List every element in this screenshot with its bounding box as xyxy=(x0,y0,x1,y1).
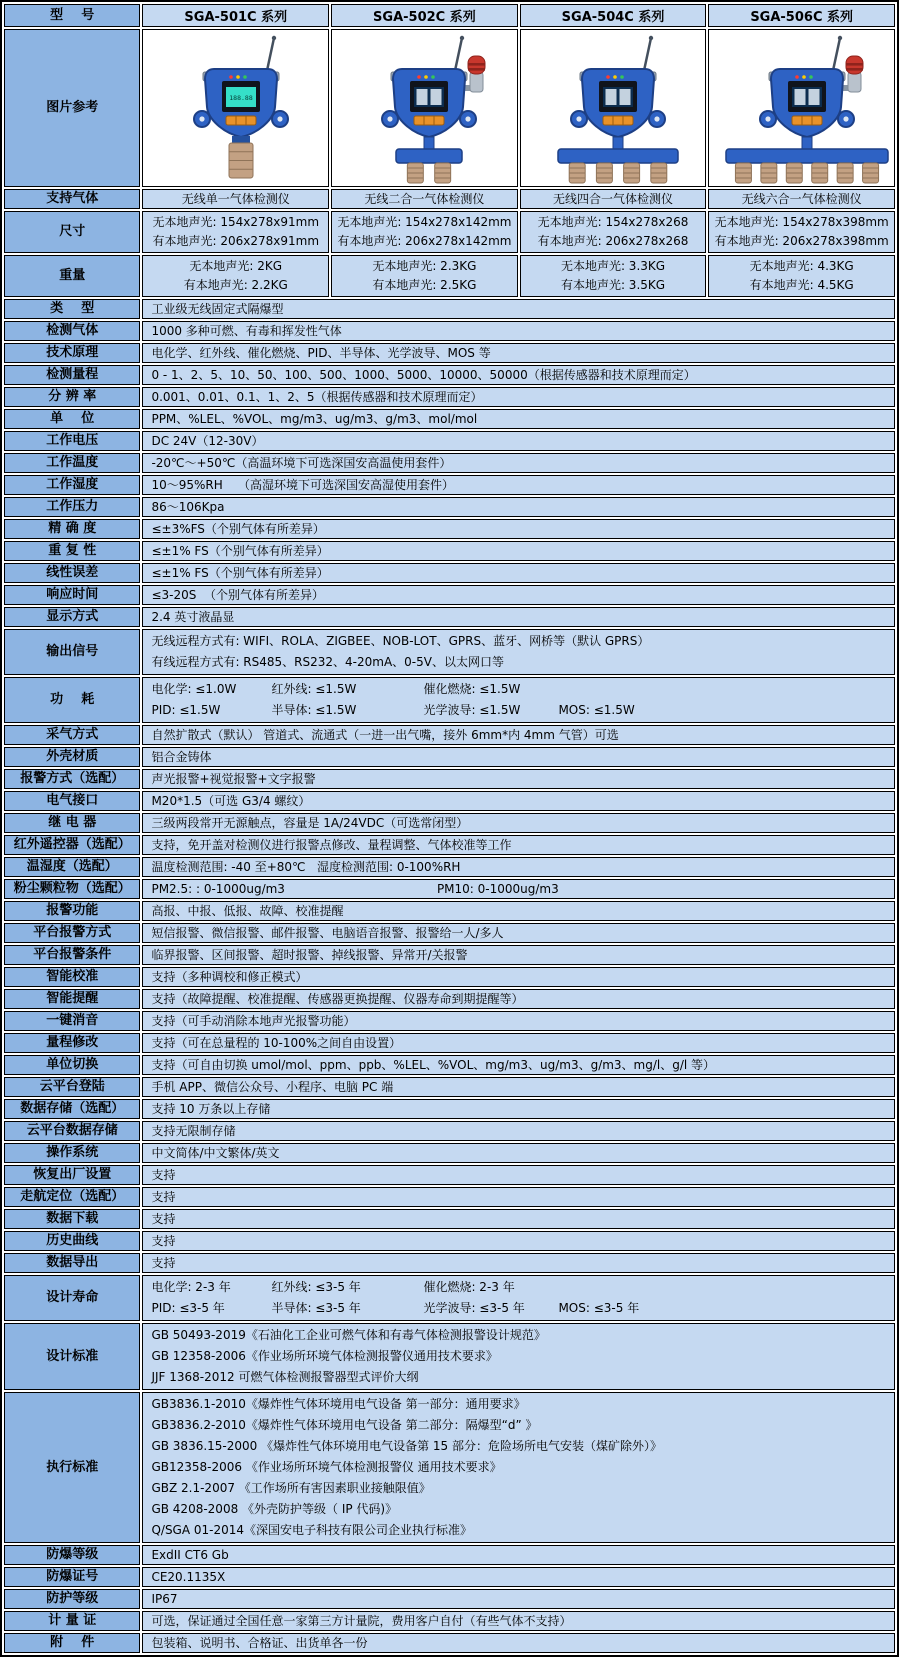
table-row xyxy=(4,629,895,675)
spec-row-value xyxy=(142,1143,895,1163)
spec-line: GB3836.1-2010《爆炸性气体环境用电气设备 第一部分：通用要求》 xyxy=(151,1397,526,1411)
table-row xyxy=(4,725,895,745)
table-row xyxy=(4,29,895,187)
spec-line-segment: MOS: ≤1.5W xyxy=(558,703,635,717)
spec-line: GB 12358-2006《作业场所环境气体检测报警仪通用技术要求》 xyxy=(151,1349,498,1363)
spec-line: 无线二合一气体检测仪 xyxy=(364,191,485,206)
spec-line: 三级两段常开无源触点，容量是 1A/24VDC（可选常闭型） xyxy=(151,815,469,830)
table-row xyxy=(4,1033,895,1053)
spec-line-segment: PID: ≤1.5W xyxy=(151,703,221,717)
spec-row-label: 历史曲线 xyxy=(4,1231,140,1251)
spec-line: 工业级无线固定式隔爆型 xyxy=(151,301,284,316)
spec-row-value xyxy=(142,1392,895,1543)
spec-line: 中文简体/中文繁体/英文 xyxy=(151,1145,280,1160)
spec-row-label: 云平台登陆 xyxy=(4,1077,140,1097)
table-row xyxy=(4,453,895,473)
spec-line-segment: 电化学: ≤1.0W xyxy=(151,682,237,696)
spec-row-label: 工作温度 xyxy=(4,453,140,473)
spec-row-value xyxy=(142,1055,895,1075)
spec-row-label: 检测气体 xyxy=(4,321,140,341)
product-value-cell xyxy=(708,211,895,253)
svg-text:188.88: 188.88 xyxy=(229,94,253,102)
spec-line: 无本地声光: 2.3KG xyxy=(372,259,477,273)
table-row xyxy=(4,585,895,605)
spec-row-value xyxy=(142,1275,895,1321)
spec-row-value xyxy=(142,1121,895,1141)
spec-row-label: 报警功能 xyxy=(4,901,140,921)
spec-line: 0.001、0.01、0.1、1、2、5（根据传感器和技术原理而定） xyxy=(151,389,483,404)
spec-line-segment: 红外线: ≤3-5 年 xyxy=(271,1280,361,1294)
spec-row-value xyxy=(142,453,895,473)
product-value-cell xyxy=(520,255,707,297)
spec-row-value xyxy=(142,1567,895,1587)
spec-line-segment: 光学波导: ≤1.5W xyxy=(423,703,521,717)
spec-row-label: 数据导出 xyxy=(4,1253,140,1273)
spec-row-label: 执行标准 xyxy=(4,1392,140,1543)
table-row xyxy=(4,409,895,429)
spec-row-label: 继 电 器 xyxy=(4,813,140,833)
spec-line: 支持（故障提醒、校准提醒、传感器更换提醒、仪器寿命到期提醒等） xyxy=(151,991,524,1006)
product-image-cell xyxy=(142,29,329,187)
spec-line-segment: PM10: 0-1000ug/m3 xyxy=(436,881,559,896)
spec-line: ≤±1% FS（个别气体有所差异） xyxy=(151,565,329,580)
gas-detector-illustration xyxy=(146,94,326,117)
spec-row-label: 报警方式（选配） xyxy=(4,769,140,789)
spec-row-value xyxy=(142,1231,895,1251)
spec-row-label: 平台报警方式 xyxy=(4,923,140,943)
table-row xyxy=(4,813,895,833)
table-row xyxy=(4,431,895,451)
product-image-cell xyxy=(520,29,707,187)
spec-row-label: 检测量程 xyxy=(4,365,140,385)
spec-line-segment: 催化燃烧: 2-3 年 xyxy=(423,1280,515,1294)
model-row-label: 型 号 xyxy=(4,4,140,27)
table-row xyxy=(4,1011,895,1031)
table-row xyxy=(4,945,895,965)
spec-row-label: 单位切换 xyxy=(4,1055,140,1075)
spec-row-value xyxy=(142,945,895,965)
spec-row-value xyxy=(142,1033,895,1053)
spec-line: 支持 xyxy=(151,1255,176,1270)
spec-line: 支持（可在总量程的 10-100%之间自由设置） xyxy=(151,1035,402,1050)
spec-row-label: 粉尘颗粒物（选配） xyxy=(4,879,140,899)
table-row xyxy=(4,1231,895,1251)
model-column-header: SGA-502C 系列 xyxy=(331,4,518,27)
spec-row-value xyxy=(142,519,895,539)
spec-line: 温度检测范围: -40 至+80℃ 湿度检测范围: 0-100%RH xyxy=(151,859,461,874)
table-row xyxy=(4,791,895,811)
product-row-label: 重量 xyxy=(4,255,140,297)
spec-line xyxy=(151,882,886,897)
spec-row-value xyxy=(142,879,895,899)
spec-row-value xyxy=(142,497,895,517)
spec-line: 无线六合一气体检测仪 xyxy=(741,191,862,206)
spec-line: 支持 xyxy=(151,1167,176,1182)
table-row xyxy=(4,677,895,723)
spec-row-label: 功 耗 xyxy=(4,677,140,723)
spec-row-label: 采气方式 xyxy=(4,725,140,745)
spec-line: GBZ 2.1-2007 《工作场所有害因素职业接触限值》 xyxy=(151,1481,431,1495)
spec-line: 有线远程方式有: RS485、RS232、4-20mA、0-5V、以太网口等 xyxy=(151,655,504,669)
table-row xyxy=(4,1567,895,1587)
spec-row-label: 防护等级 xyxy=(4,1589,140,1609)
spec-row-label: 响应时间 xyxy=(4,585,140,605)
product-value-cell xyxy=(708,255,895,297)
table-row xyxy=(4,835,895,855)
spec-row-value xyxy=(142,835,895,855)
spec-line: Q/SGA 01-2014《深国安电子科技有限公司企业执行标准》 xyxy=(151,1523,473,1537)
spec-row-value xyxy=(142,1209,895,1229)
spec-line-segment: 半导体: ≤1.5W xyxy=(271,703,357,717)
table-row xyxy=(4,321,895,341)
spec-line: 支持 xyxy=(151,1211,176,1226)
spec-row-value xyxy=(142,1187,895,1207)
spec-row-value xyxy=(142,1611,895,1631)
product-value-cell xyxy=(331,211,518,253)
table-row xyxy=(4,747,895,767)
spec-row-label: 工作湿度 xyxy=(4,475,140,495)
spec-row-value xyxy=(142,791,895,811)
spec-row-value xyxy=(142,923,895,943)
spec-line: ≤±3%FS（个别气体有所差异） xyxy=(151,521,325,536)
spec-line: 铝合金铸体 xyxy=(151,749,212,764)
product-value-cell xyxy=(520,189,707,209)
spec-row-label: 设计标准 xyxy=(4,1323,140,1390)
spec-line: ≤3-20S （个别气体有所差异） xyxy=(151,587,324,602)
spec-row-value xyxy=(142,989,895,1009)
spec-line-segment: 催化燃烧: ≤1.5W xyxy=(423,682,521,696)
table-row xyxy=(4,189,895,209)
spec-row-value xyxy=(142,1545,895,1565)
spec-row-label: 电气接口 xyxy=(4,791,140,811)
spec-row-value xyxy=(142,475,895,495)
spec-line: GB12358-2006 《作业场所环境气体检测报警仪 通用技术要求》 xyxy=(151,1460,502,1474)
table-row xyxy=(4,1545,895,1565)
spec-line: 无本地声光: 154x278x91mm xyxy=(152,215,320,229)
spec-row-value xyxy=(142,769,895,789)
product-value-cell xyxy=(142,189,329,209)
table-row xyxy=(4,519,895,539)
table-row xyxy=(4,343,895,363)
spec-line: 无线单一气体检测仪 xyxy=(181,191,290,206)
spec-row-label: 单 位 xyxy=(4,409,140,429)
spec-line: 支持，免开盖对检测仪进行报警点修改、量程调整、气体校准等工作 xyxy=(151,837,512,852)
spec-row-value xyxy=(142,1099,895,1119)
product-row-label: 支持气体 xyxy=(4,189,140,209)
product-value-cell xyxy=(520,211,707,253)
spec-line: 支持无限制存储 xyxy=(151,1123,236,1138)
spec-row-label: 智能校准 xyxy=(4,967,140,987)
table-row xyxy=(4,1099,895,1119)
product-value-cell xyxy=(331,255,518,297)
spec-line: 2.4 英寸液晶显 xyxy=(151,609,235,624)
table-row xyxy=(4,1253,895,1273)
product-value-cell xyxy=(142,255,329,297)
table-row xyxy=(4,1633,895,1653)
spec-row-label: 恢复出厂设置 xyxy=(4,1165,140,1185)
spec-line: 电化学、红外线、催化燃烧、PID、半导体、光学波导、MOS 等 xyxy=(151,345,491,360)
table-row xyxy=(4,1323,895,1390)
spec-line: 支持 xyxy=(151,1189,176,1204)
table-row xyxy=(4,1077,895,1097)
spec-line: 支持（多种调校和修正模式） xyxy=(151,969,308,984)
spec-row-value xyxy=(142,1633,895,1653)
spec-row-value xyxy=(142,431,895,451)
spec-row-value xyxy=(142,725,895,745)
spec-line: 有本地声光: 2.2KG xyxy=(183,278,288,292)
model-column-header: SGA-501C 系列 xyxy=(142,4,329,27)
spec-row-label: 重 复 性 xyxy=(4,541,140,561)
spec-row-label: 类 型 xyxy=(4,299,140,319)
spec-row-value xyxy=(142,967,895,987)
spec-line: CE20.1135X xyxy=(151,1569,226,1584)
spec-row-value xyxy=(142,1011,895,1031)
spec-line: 有本地声光: 4.5KG xyxy=(749,278,854,292)
spec-line: GB 4208-2008 《外壳防护等级（ IP 代码)》 xyxy=(151,1502,398,1516)
table-row xyxy=(4,1121,895,1141)
spec-row-value xyxy=(142,1077,895,1097)
spec-row-label: 设计寿命 xyxy=(4,1275,140,1321)
spec-line: 声光报警+视觉报警+文字报警 xyxy=(151,771,316,786)
spec-row-value xyxy=(142,585,895,605)
spec-line: 手机 APP、微信公众号、小程序、电脑 PC 端 xyxy=(151,1079,394,1094)
spec-line: GB3836.2-2010《爆炸性气体环境用电气设备 第二部分：隔爆型“d” 》 xyxy=(151,1418,538,1432)
table-row xyxy=(4,1055,895,1075)
spec-line: 有本地声光: 206x278x142mm xyxy=(337,234,512,248)
spec-line: 有本地声光: 206x278x268 xyxy=(537,234,689,248)
table-row xyxy=(4,1275,895,1321)
table-row xyxy=(4,989,895,1009)
spec-line: 支持（可手动消除本地声光报警功能） xyxy=(151,1013,356,1028)
spec-line xyxy=(151,1277,886,1298)
table-row xyxy=(4,387,895,407)
spec-line: 无本地声光: 4.3KG xyxy=(749,259,854,273)
table-row xyxy=(4,1611,895,1631)
table-row xyxy=(4,901,895,921)
product-value-cell xyxy=(142,211,329,253)
spec-line: PPM、%LEL、%VOL、mg/m3、ug/m3、g/m3、mol/mol xyxy=(151,411,478,426)
table-row xyxy=(4,1392,895,1543)
gas-detector-illustration xyxy=(334,98,514,117)
spec-line-segment: 光学波导: ≤3-5 年 xyxy=(423,1301,525,1315)
spec-line: 高报、中报、低报、故障、校准提醒 xyxy=(151,903,344,918)
spec-line: 支持（可自由切换 umol/mol、ppm、ppb、%LEL、%VOL、mg/m3、ug/m3、g/m3、mg/l、g/l 等） xyxy=(151,1057,716,1072)
spec-row-label: 操作系统 xyxy=(4,1143,140,1163)
spec-row-value xyxy=(142,857,895,877)
table-row xyxy=(4,923,895,943)
spec-row-label: 工作电压 xyxy=(4,431,140,451)
spec-line: 有本地声光: 206x278x91mm xyxy=(152,234,320,248)
spec-row-label: 精 确 度 xyxy=(4,519,140,539)
spec-line: M20*1.5（可选 G3/4 螺纹） xyxy=(151,793,311,808)
spec-line-segment: MOS: ≤3-5 年 xyxy=(558,1301,640,1315)
spec-row-value xyxy=(142,321,895,341)
table-row xyxy=(4,299,895,319)
table-row xyxy=(4,967,895,987)
spec-line xyxy=(151,1298,886,1319)
spec-line-segment: PID: ≤3-5 年 xyxy=(151,1301,225,1315)
spec-row-label: 数据存储（选配） xyxy=(4,1099,140,1119)
spec-row-label: 输出信号 xyxy=(4,629,140,675)
spec-line: 有本地声光: 2.5KG xyxy=(372,278,477,292)
spec-line: 1000 多种可燃、有毒和挥发性气体 xyxy=(151,323,342,338)
spec-line: ExdII CT6 Gb xyxy=(151,1547,229,1562)
spec-line: 0 - 1、2、5、10、50、100、500、1000、5000、10000、50000（根据传感器和技术原理而定） xyxy=(151,367,696,382)
spec-line: ≤±1% FS（个别气体有所差异） xyxy=(151,543,329,558)
spec-line: JJF 1368-2012 可燃气体检测报警器型式评价大纲 xyxy=(151,1370,419,1384)
spec-row-value xyxy=(142,629,895,675)
table-row xyxy=(4,541,895,561)
table-row xyxy=(4,1209,895,1229)
spec-row-value xyxy=(142,677,895,723)
spec-row-label: 智能提醒 xyxy=(4,989,140,1009)
spec-row-value xyxy=(142,607,895,627)
spec-line: GB 50493-2019《石油化工企业可燃气体和有毒气体检测报警设计规范》 xyxy=(151,1328,546,1342)
spec-line: 有本地声光: 3.5KG xyxy=(560,278,666,292)
table-row xyxy=(4,255,895,297)
spec-line: 支持 xyxy=(151,1233,176,1248)
spec-line: 无本地声光: 2KG xyxy=(189,259,283,273)
spec-row-label: 平台报警条件 xyxy=(4,945,140,965)
model-column-header: SGA-506C 系列 xyxy=(708,4,895,27)
gas-detector-illustration xyxy=(523,98,703,117)
spec-row-value xyxy=(142,1165,895,1185)
table-row xyxy=(4,1165,895,1185)
spec-row-label: 走航定位（选配） xyxy=(4,1187,140,1207)
spec-row-label: 数据下载 xyxy=(4,1209,140,1229)
spec-line: 无本地声光: 154x278x268 xyxy=(537,215,689,229)
spec-line: 无本地声光: 154x278x398mm xyxy=(714,215,889,229)
spec-row-label: 一键消音 xyxy=(4,1011,140,1031)
table-row xyxy=(4,1589,895,1609)
table-row xyxy=(4,607,895,627)
spec-row-label: 技术原理 xyxy=(4,343,140,363)
spec-row-label: 工作压力 xyxy=(4,497,140,517)
gas-detector-illustration xyxy=(712,98,892,117)
product-image-cell xyxy=(708,29,895,187)
spec-line: GB 3836.15-2000 《爆炸性气体环境用电气设备第 15 部分：危险场所电气安装（煤矿除外）》 xyxy=(151,1439,663,1453)
spec-line: 10～95%RH （高湿环境下可选深国安高湿使用套件） xyxy=(151,477,455,492)
spec-line: 无本地声光: 3.3KG xyxy=(560,259,666,273)
spec-row-label: 外壳材质 xyxy=(4,747,140,767)
spec-row-label: 线性误差 xyxy=(4,563,140,583)
spec-row-value xyxy=(142,343,895,363)
table-row xyxy=(4,4,895,27)
spec-line-segment: 电化学: 2-3 年 xyxy=(151,1280,231,1294)
spec-row-value xyxy=(142,1253,895,1273)
table-row xyxy=(4,1143,895,1163)
table-row xyxy=(4,857,895,877)
spec-line: 自然扩散式（默认） 管道式、流通式（一进一出气嘴，接外 6mm*内 4mm 气管）可选 xyxy=(151,727,619,742)
table-row xyxy=(4,497,895,517)
spec-line: 无线四合一气体检测仪 xyxy=(553,191,674,206)
image-row-label: 图片参考 xyxy=(4,29,140,187)
spec-line-segment: 红外线: ≤1.5W xyxy=(271,682,357,696)
spec-row-label: 量程修改 xyxy=(4,1033,140,1053)
spec-line-segment: PM2.5: : 0-1000ug/m3 xyxy=(151,881,285,896)
model-column-header: SGA-504C 系列 xyxy=(520,4,707,27)
spec-row-label: 温湿度（选配） xyxy=(4,857,140,877)
table-row xyxy=(4,211,895,253)
product-row-label: 尺寸 xyxy=(4,211,140,253)
spec-line: 支持 10 万条以上存储 xyxy=(151,1101,271,1116)
spec-row-label: 分 辨 率 xyxy=(4,387,140,407)
table-row xyxy=(4,365,895,385)
spec-line: DC 24V（12-30V） xyxy=(151,433,264,448)
spec-line: -20℃～+50℃（高温环境下可选深国安高温使用套件） xyxy=(151,455,452,470)
spec-line: 86～106Kpa xyxy=(151,499,225,514)
spec-row-value xyxy=(142,299,895,319)
spec-row-value xyxy=(142,1589,895,1609)
table-row xyxy=(4,1187,895,1207)
spec-line: 有本地声光: 206x278x398mm xyxy=(714,234,889,248)
table-row xyxy=(4,475,895,495)
spec-row-label: 计 量 证 xyxy=(4,1611,140,1631)
spec-line-segment: 半导体: ≤3-5 年 xyxy=(271,1301,361,1315)
spec-line: 包装箱、说明书、合格证、出货单各一份 xyxy=(151,1635,368,1650)
spec-row-label: 防爆等级 xyxy=(4,1545,140,1565)
spec-line xyxy=(151,679,886,700)
spec-row-value xyxy=(142,409,895,429)
spec-row-value xyxy=(142,563,895,583)
spec-row-value xyxy=(142,541,895,561)
spec-line: IP67 xyxy=(151,1591,178,1606)
table-row xyxy=(4,563,895,583)
spec-row-label: 红外遥控器（选配） xyxy=(4,835,140,855)
product-image-cell xyxy=(331,29,518,187)
spec-row-label: 防爆证号 xyxy=(4,1567,140,1587)
spec-row-value xyxy=(142,813,895,833)
spec-row-label: 云平台数据存储 xyxy=(4,1121,140,1141)
spec-row-label: 显示方式 xyxy=(4,607,140,627)
spec-row-value xyxy=(142,1323,895,1390)
spec-row-value xyxy=(142,901,895,921)
spec-row-value xyxy=(142,747,895,767)
table-row xyxy=(4,769,895,789)
spec-line: 可选，保证通过全国任意一家第三方计量院，费用客户自付（有些气体不支持） xyxy=(151,1613,572,1628)
spec-line xyxy=(151,700,886,721)
product-value-cell xyxy=(331,189,518,209)
spec-row-value xyxy=(142,387,895,407)
spec-row-value xyxy=(142,365,895,385)
spec-line: 无本地声光: 154x278x142mm xyxy=(337,215,512,229)
product-value-cell xyxy=(708,189,895,209)
spec-line: 临界报警、区间报警、超时报警、掉线报警、异常开/关报警 xyxy=(151,947,468,962)
spec-row-label: 附 件 xyxy=(4,1633,140,1653)
table-row xyxy=(4,879,895,899)
spec-line: 短信报警、微信报警、邮件报警、电脑语音报警、报警给一人/多人 xyxy=(151,925,504,940)
spec-line: 无线远程方式有: WIFI、ROLA、ZIGBEE、NOB-LOT、GPRS、蓝牙、网桥等（默认 GPRS） xyxy=(151,634,650,648)
